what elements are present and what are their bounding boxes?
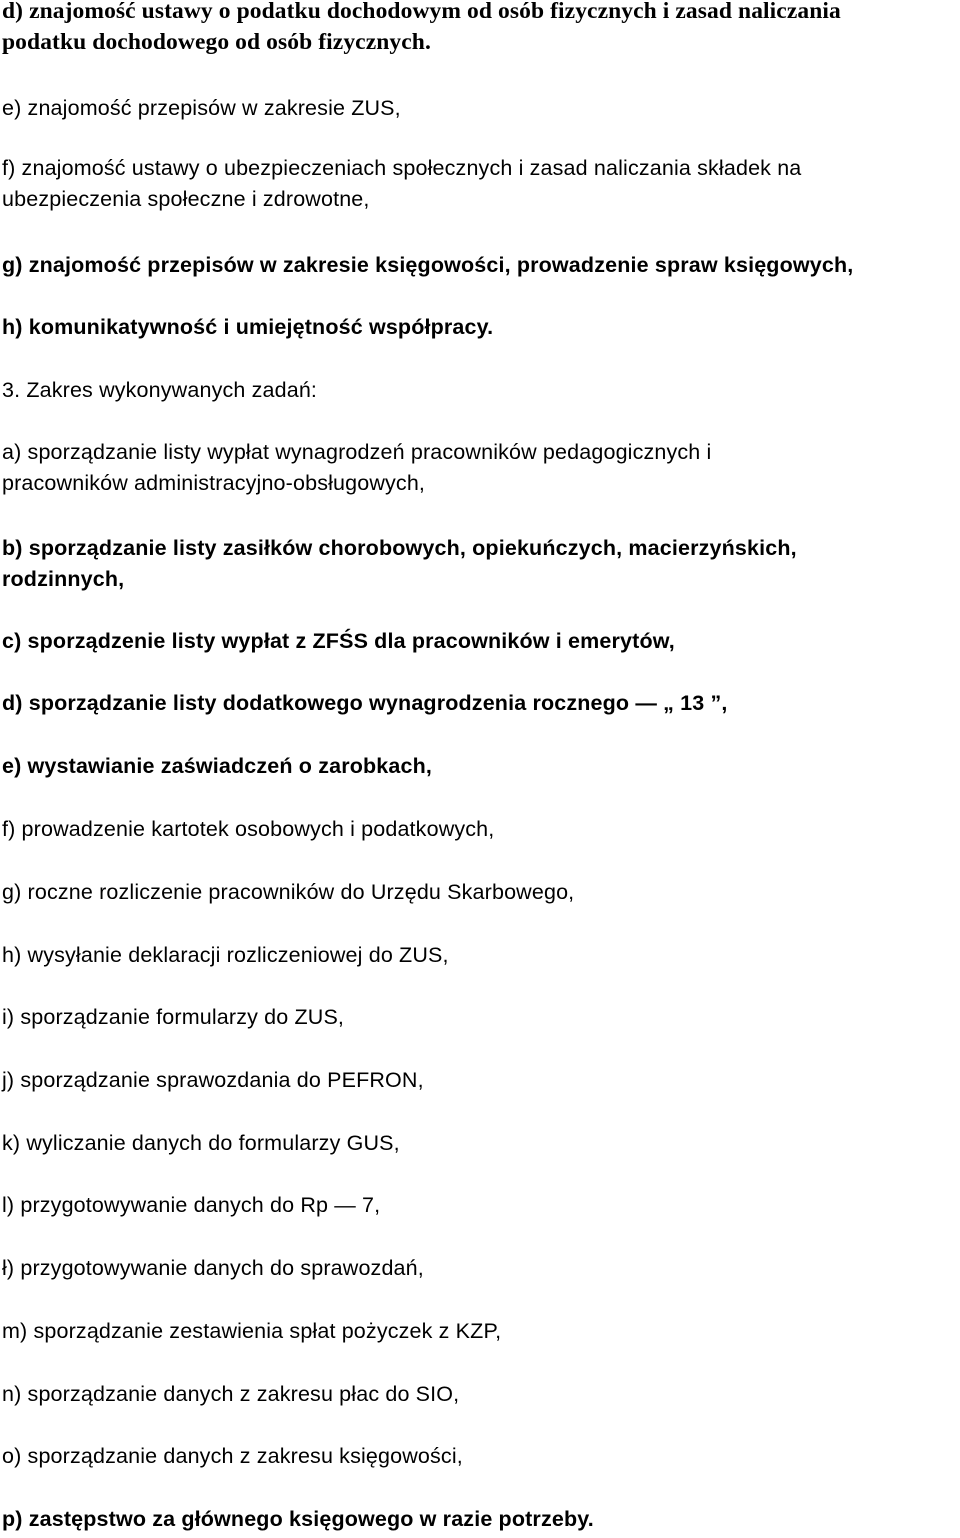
task-e: e) wystawianie zaświadczeń o zarobkach, (2, 754, 433, 778)
task-i: i) sporządzanie formularzy do ZUS, (2, 1005, 345, 1029)
requirement-d-line-2: podatku dochodowego od osób fizycznych. (2, 29, 431, 55)
task-l-stroke: ł) przygotowywanie danych do sprawozdań, (2, 1256, 424, 1280)
task-o: o) sporządzanie danych z zakresu księgowości, (2, 1444, 463, 1468)
requirement-g: g) znajomość przepisów w zakresie księgowości, prowadzenie spraw księgowych, (2, 253, 854, 277)
requirement-d (2, 0, 958, 58)
task-n: n) sporządzanie danych z zakresu płac do SIO, (2, 1382, 460, 1406)
task-p: p) zastępstwo za głównego księgowego w razie potrzeby. (2, 1507, 594, 1531)
requirement-f-line-2: ubezpieczenia społeczne i zdrowotne, (2, 187, 370, 211)
requirement-e: e) znajomość przepisów w zakresie ZUS, (2, 96, 401, 120)
requirement-f-line-1: f) znajomość ustawy o ubezpieczeniach społecznych i zasad naliczania składek na (2, 156, 802, 180)
section-3-heading: 3. Zakres wykonywanych zadań: (2, 378, 318, 402)
task-g: g) roczne rozliczenie pracowników do Urzędu Skarbowego, (2, 880, 575, 904)
task-b-line-1: b) sporządzanie listy zasiłków chorobowych, opiekuńczych, macierzyńskich, (2, 536, 797, 560)
task-m: m) sporządzanie zestawienia spłat pożyczek z KZP, (2, 1319, 502, 1343)
task-b (2, 533, 958, 595)
task-c: c) sporządzenie listy wypłat z ZFŚS dla pracowników i emerytów, (2, 629, 675, 653)
task-j: j) sporządzanie sprawozdania do PEFRON, (2, 1068, 424, 1092)
task-k: k) wyliczanie danych do formularzy GUS, (2, 1131, 400, 1155)
requirement-d-line-1: d) znajomość ustawy o podatku dochodowym od osób fizycznych i zasad naliczania (2, 0, 841, 24)
task-a-line-1: a) sporządzanie listy wypłat wynagrodzeń pracowników pedagogicznych i (2, 440, 712, 464)
task-a (2, 437, 958, 499)
requirement-h: h) komunikatywność i umiejętność współpracy. (2, 315, 494, 339)
task-d: d) sporządzanie listy dodatkowego wynagrodzenia rocznego ― „ 13 ”, (2, 691, 728, 715)
task-a-line-2: pracowników administracyjno-obsługowych, (2, 471, 426, 495)
task-f: f) prowadzenie kartotek osobowych i podatkowych, (2, 817, 495, 841)
requirement-f (2, 153, 958, 215)
task-h: h) wysyłanie deklaracji rozliczeniowej do ZUS, (2, 943, 449, 967)
task-b-line-2: rodzinnych, (2, 567, 125, 591)
task-l: l) przygotowywanie danych do Rp ― 7, (2, 1193, 381, 1217)
